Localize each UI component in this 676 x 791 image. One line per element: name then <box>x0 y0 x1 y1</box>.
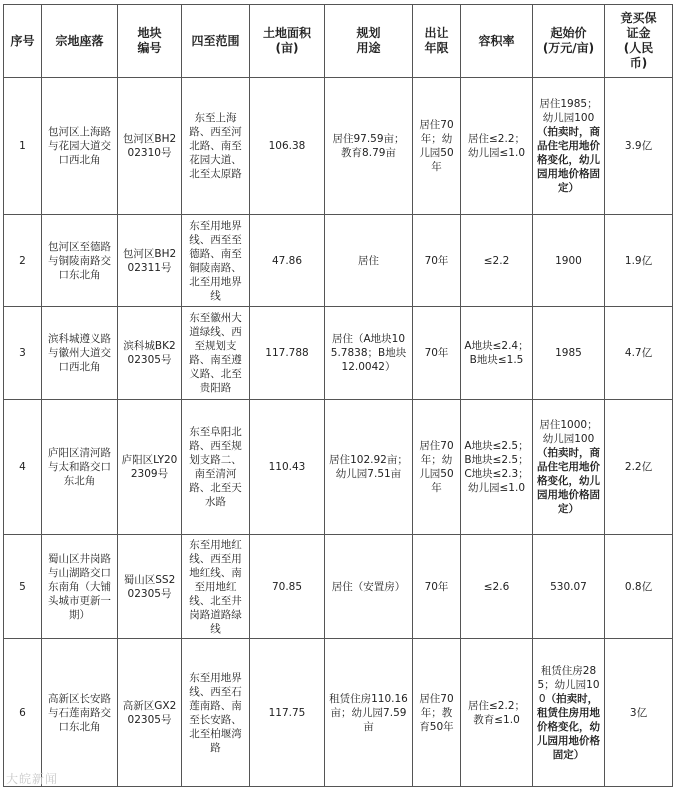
cell-price <box>533 78 605 215</box>
cell-far: ≤2.2 <box>461 215 533 307</box>
cell-far: 居住≤2.2；幼儿园≤1.0 <box>461 78 533 215</box>
cell-area: 47.86 <box>250 215 325 307</box>
price-plain: 1985 <box>555 347 582 359</box>
cell-location: 高新区长安路与石莲南路交口东北角 <box>42 639 118 787</box>
cell-location: 滨科城遵义路与徽州大道交口西北角 <box>42 307 118 400</box>
price-plain: 居住1000；幼儿园100 <box>539 419 598 445</box>
cell-usage: 居住97.59亩；教育8.79亩 <box>325 78 413 215</box>
cell-area: 117.788 <box>250 307 325 400</box>
cell-location: 包河区上海路与花园大道交口西北角 <box>42 78 118 215</box>
cell-no: 6 <box>4 639 42 787</box>
cell-code: 包河区BH202311号 <box>118 215 182 307</box>
cell-term: 70年 <box>413 307 461 400</box>
cell-area: 106.38 <box>250 78 325 215</box>
cell-usage: 租赁住房110.16亩；幼儿园7.59亩 <box>325 639 413 787</box>
cell-price <box>533 400 605 535</box>
cell-code: 高新区GX202305号 <box>118 639 182 787</box>
cell-term: 居住70年；教育50年 <box>413 639 461 787</box>
price-plain: 租赁住房285；幼儿园100 <box>537 664 600 705</box>
cell-bounds: 东至用地界线、西至石莲南路、南至长安路、北至柏堰湾路 <box>182 639 250 787</box>
cell-area: 117.75 <box>250 639 325 787</box>
cell-area: 70.85 <box>250 535 325 639</box>
table-row <box>4 535 673 639</box>
cell-usage: 居住102.92亩；幼儿园7.51亩 <box>325 400 413 535</box>
cell-term: 居住70年；幼儿园50年 <box>413 78 461 215</box>
table-row <box>4 639 673 787</box>
land-auction-table <box>3 4 673 787</box>
cell-far: ≤2.6 <box>461 535 533 639</box>
cell-term: 70年 <box>413 535 461 639</box>
cell-bounds: 东至上海路、西至河北路、南至花园大道、北至太原路 <box>182 78 250 215</box>
cell-price <box>533 535 605 639</box>
table-row <box>4 78 673 215</box>
header-bounds: 四至范围 <box>182 5 250 78</box>
header-code: 地块 编号 <box>118 5 182 78</box>
cell-bounds: 东至用地界线、西至至德路、南至铜陵南路、北至用地界线 <box>182 215 250 307</box>
price-note: （拍卖时，商品住宅用地价格变化，幼儿园用地价格固定） <box>537 126 600 194</box>
cell-price <box>533 639 605 787</box>
cell-deposit: 2.2亿 <box>605 400 673 535</box>
table-row <box>4 215 673 307</box>
price-plain: 530.07 <box>550 580 587 593</box>
cell-area: 110.43 <box>250 400 325 535</box>
header-area: 土地面积 (亩) <box>250 5 325 78</box>
cell-far: 居住≤2.2；教育≤1.0 <box>461 639 533 787</box>
header-location: 宗地座落 <box>42 5 118 78</box>
header-far: 容积率 <box>461 5 533 78</box>
header-term: 出让 年限 <box>413 5 461 78</box>
cell-location: 包河区至德路与铜陵南路交口东北角 <box>42 215 118 307</box>
cell-location: 蜀山区井岗路与山湖路交口东南角（大铺头城市更新一期） <box>42 535 118 639</box>
cell-deposit: 1.9亿 <box>605 215 673 307</box>
cell-no: 3 <box>4 307 42 400</box>
cell-code: 包河区BH202310号 <box>118 78 182 215</box>
header-price: 起始价 (万元/亩) <box>533 5 605 78</box>
cell-deposit: 4.7亿 <box>605 307 673 400</box>
cell-usage: 居住（A地块105.7838；B地块12.0042） <box>325 307 413 400</box>
cell-price <box>533 307 605 400</box>
cell-price <box>533 215 605 307</box>
cell-deposit: 3.9亿 <box>605 78 673 215</box>
cell-bounds: 东至用地红线、西至用地红线、南至用地红线、北至井岗路道路绿线 <box>182 535 250 639</box>
cell-term: 70年 <box>413 215 461 307</box>
cell-no: 5 <box>4 535 42 639</box>
watermark: 大皖新闻 <box>6 772 59 786</box>
price-plain: 居住1985；幼儿园100 <box>539 98 598 124</box>
header-usage: 规划 用途 <box>325 5 413 78</box>
cell-code: 蜀山区SS202305号 <box>118 535 182 639</box>
table-row <box>4 400 673 535</box>
table-header-row <box>4 5 673 78</box>
cell-deposit: 3亿 <box>605 639 673 787</box>
price-note: （拍卖时，商品住宅用地价格变化，幼儿园用地价格固定） <box>537 447 600 515</box>
cell-no: 1 <box>4 78 42 215</box>
price-note: （拍卖时，租赁住房用地价格变化，幼儿园用地价格固定） <box>537 692 600 761</box>
table-row <box>4 307 673 400</box>
cell-code: 庐阳区LY202309号 <box>118 400 182 535</box>
price-plain: 1900 <box>555 254 582 267</box>
cell-bounds: 东至徽州大道绿线、西至规划支路、南至遵义路、北至贵阳路 <box>182 307 250 400</box>
cell-no: 2 <box>4 215 42 307</box>
cell-deposit: 0.8亿 <box>605 535 673 639</box>
cell-location: 庐阳区清河路与太和路交口东北角 <box>42 400 118 535</box>
cell-no: 4 <box>4 400 42 535</box>
cell-far: A地块≤2.5；B地块≤2.5；C地块≤2.3；幼儿园≤1.0 <box>461 400 533 535</box>
cell-usage: 居住（安置房） <box>325 535 413 639</box>
header-no: 序号 <box>4 5 42 78</box>
header-deposit: 竞买保 证金 (人民 币) <box>605 5 673 78</box>
cell-bounds: 东至阜阳北路、西至规划支路二、南至清河路、北至天水路 <box>182 400 250 535</box>
cell-code: 滨科城BK202305号 <box>118 307 182 400</box>
cell-usage: 居住 <box>325 215 413 307</box>
cell-far: A地块≤2.4；B地块≤1.5 <box>461 307 533 400</box>
cell-term: 居住70年；幼儿园50年 <box>413 400 461 535</box>
